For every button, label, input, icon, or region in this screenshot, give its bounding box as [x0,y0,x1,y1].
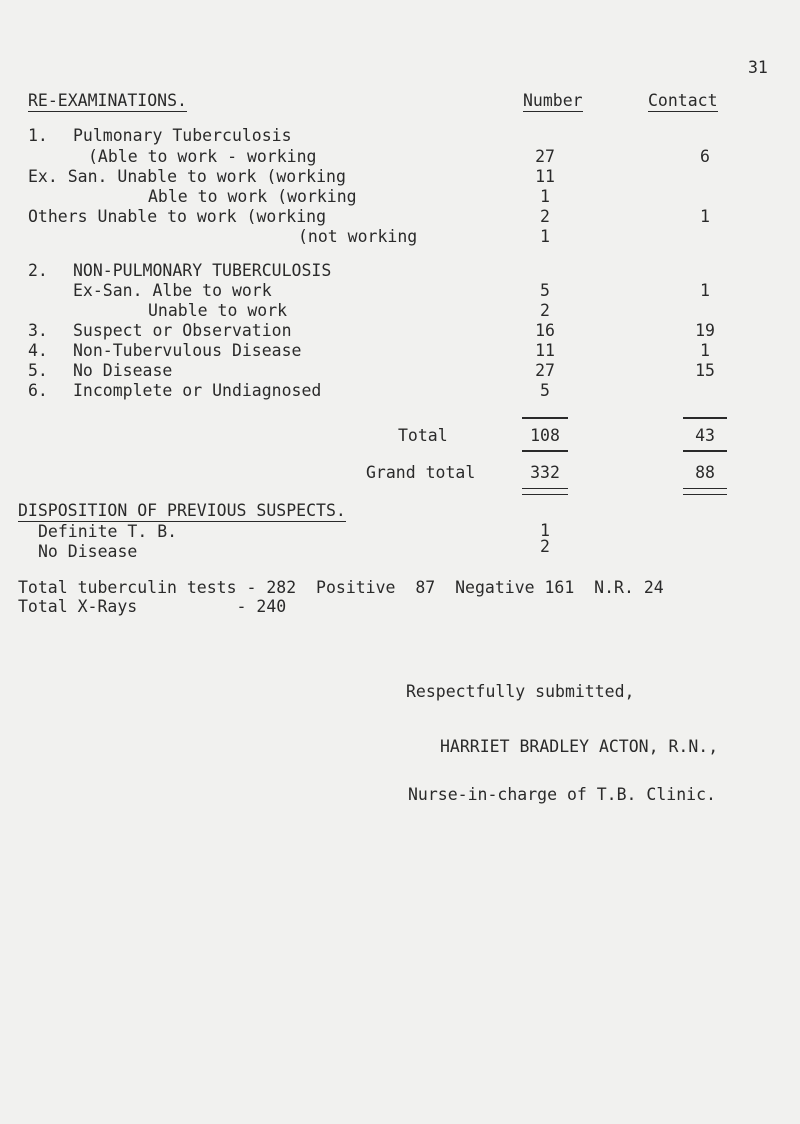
total-rule [683,417,727,419]
tuberculin-tests-line: Total tuberculin tests - 282 Positive 87 Negative 161 N.R. 24 [18,578,664,597]
row-label: (Able to work - working [88,147,317,166]
item-number: 2. [28,261,48,280]
row-number: 11 [535,167,555,186]
row-number: 2 [540,301,550,320]
row-label: Suspect or Observation [73,321,292,340]
section-title: Pulmonary Tuberculosis [73,126,292,145]
row-contact: 19 [695,321,715,340]
row-contact: 1 [700,281,710,300]
grand-total-double-rule [683,488,727,495]
signatory-role: Nurse-in-charge of T.B. Clinic. [408,785,716,804]
row-contact: 6 [700,147,710,166]
signatory-name: HARRIET BRADLEY ACTON, R.N., [440,737,719,756]
total-rule [522,417,568,419]
item-number: 3. [28,321,48,340]
row-number: 1 [540,187,550,206]
row-contact: 1 [700,341,710,360]
row-label: No Disease [73,361,173,380]
item-number: 6. [28,381,48,400]
row-number: 11 [535,341,555,360]
row-contact: 1 [700,207,710,226]
row-number: 5 [540,381,550,400]
disposition-number: 1 [540,521,550,540]
item-number: 4. [28,341,48,360]
row-number: 2 [540,207,550,226]
section-heading: RE-EXAMINATIONS. [28,91,187,110]
row-label: Unable to work [148,301,288,320]
item-number: 1. [28,126,48,145]
row-label: Incomplete or Undiagnosed [73,381,322,400]
row-label: Able to work (working [148,187,357,206]
section-title: NON-PULMONARY TUBERCULOSIS [73,261,332,280]
page-number: 31 [748,58,768,77]
row-number: 5 [540,281,550,300]
row-contact: 15 [695,361,715,380]
item-number: 5. [28,361,48,380]
row-number: 27 [535,147,555,166]
row-label: Ex-San. Albe to work [73,281,272,300]
total-contact: 43 [695,426,715,445]
disposition-label: No Disease [38,542,138,561]
row-label: Ex. San. Unable to work (working [28,167,346,186]
grand-total-number: 332 [530,463,560,482]
disposition-heading: DISPOSITION OF PREVIOUS SUSPECTS. [18,501,346,520]
closing: Respectfully submitted, [406,682,635,701]
grand-total-label: Grand total [366,463,476,482]
row-number: 1 [540,227,550,246]
total-rule [683,450,727,452]
total-number: 108 [530,426,560,445]
disposition-label: Definite T. B. [38,522,178,541]
xrays-line: Total X-Rays - 240 [18,597,287,616]
row-label: (not working [298,227,418,246]
row-number: 16 [535,321,555,340]
column-header-contact: Contact [648,91,718,110]
row-number: 27 [535,361,555,380]
grand-total-double-rule [522,488,568,495]
total-label: Total [398,426,448,445]
disposition-number: 2 [540,537,550,556]
row-label: Non-Tubervulous Disease [73,341,302,360]
column-header-number: Number [523,91,583,110]
total-rule [522,450,568,452]
grand-total-contact: 88 [695,463,715,482]
row-label: Others Unable to work (working [28,207,327,226]
